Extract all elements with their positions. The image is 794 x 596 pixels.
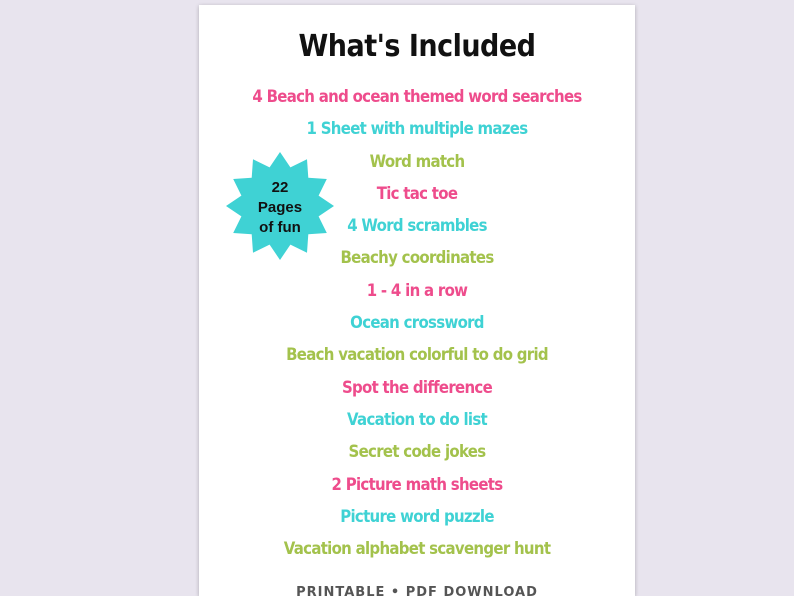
badge-fun-label: of fun (259, 219, 301, 236)
badge-text (225, 178, 335, 238)
list-item: 1 - 4 in a row (366, 280, 468, 301)
list-item: 2 Picture math sheets (331, 474, 503, 495)
list-item: Vacation alphabet scavenger hunt (283, 539, 551, 560)
footer-caption: PRINTABLE • PDF DOWNLOAD (296, 585, 538, 596)
list-item: Beach vacation colorful to do grid (286, 345, 548, 366)
list-item: Beachy coordinates (340, 248, 494, 269)
page-title: What's Included (298, 29, 536, 64)
list-item: 4 Beach and ocean themed word searches (252, 87, 582, 107)
page-count-badge (225, 151, 335, 261)
list-item: Ocean crossword (350, 313, 484, 334)
list-item: Secret code jokes (348, 442, 486, 463)
document-sheet (199, 5, 635, 596)
list-item: Vacation to do list (346, 409, 488, 430)
list-item: Tic tac toe (376, 183, 458, 204)
list-item: Spot the difference (341, 377, 493, 398)
list-item: 4 Word scrambles (347, 216, 487, 237)
list-item: Word match (369, 151, 465, 172)
badge-pages-label: Pages (257, 199, 303, 216)
list-item: Picture word puzzle (340, 506, 494, 527)
badge-count: 22 (271, 179, 289, 196)
list-item: 1 Sheet with multiple mazes (306, 119, 528, 140)
